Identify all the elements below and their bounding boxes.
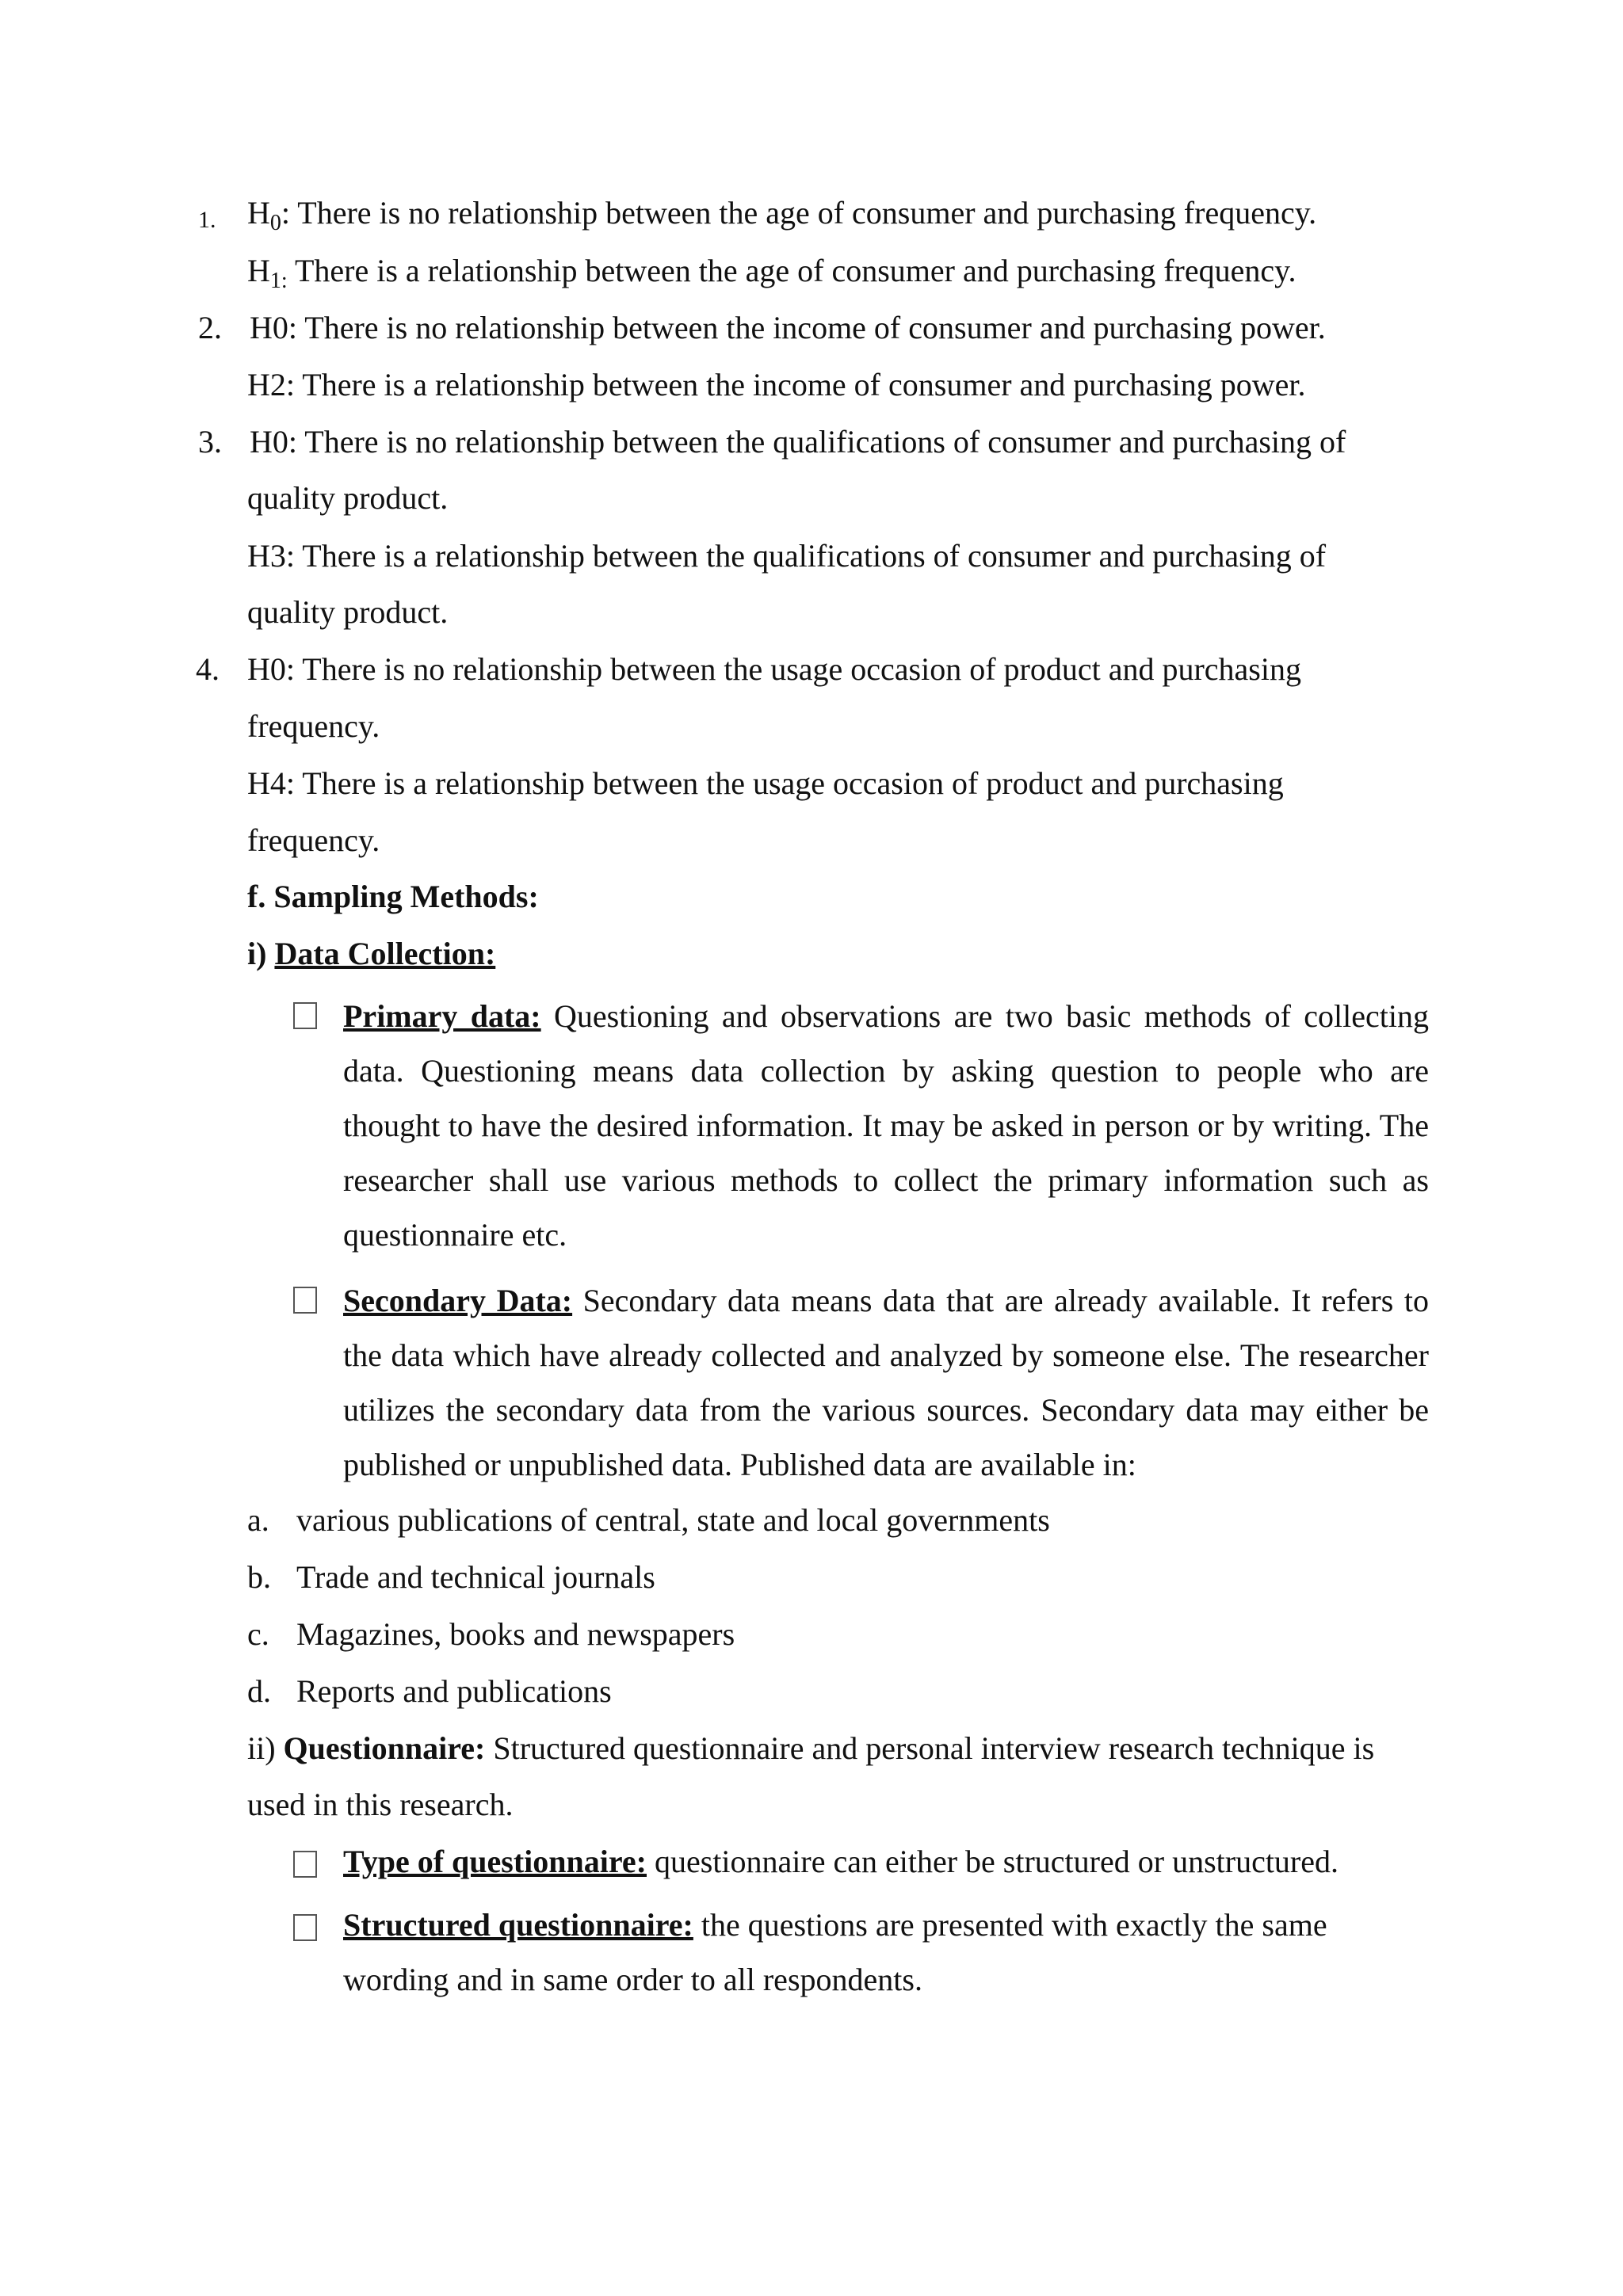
hypothesis-alt-cont: quality product. [247,594,449,630]
list-number: 3. [198,424,222,460]
bullet-icon [293,1287,317,1314]
hypothesis-alt: H2: There is a relationship between the income of consumer and purchasing power. [247,367,1306,402]
hypothesis-null: H0: There is no relationship between the income of consumer and purchasing power. [250,310,1326,345]
list-number: 2. [198,310,222,345]
hypothesis-null-cont: frequency. [247,708,380,744]
list-item: Reports and publications [296,1673,612,1709]
questionnaire-paragraph-cont: used in this research. [247,1787,514,1822]
hypothesis-alt: $H_{1:}$ There is a relationship between the age of consumer and purchasing frequency. [247,253,1296,293]
list-letter: d. [247,1673,271,1709]
questionnaire-paragraph: ii) Questionnaire: Structured questionnaire and personal interview research technique is [247,1730,1375,1766]
structured-questionnaire: Structured questionnaire: the questions are presented with exactly the same [343,1907,1327,1943]
hypothesis-null: $H_0$: There is no relationship between the age of consumer and purchasing frequency. [247,195,1317,235]
bullet-icon [293,1914,317,1941]
hypothesis-alt: H4: There is a relationship between the usage occasion of product and purchasing [247,765,1284,801]
list-letter: a. [247,1502,269,1538]
subsection-heading: i) Data Collection: [247,936,496,971]
list-letter: c. [247,1616,269,1652]
primary-data-paragraph: Primary data: Questioning and observations are two basic methods of collecting data. Questioning means data collection by asking question to people who are thought to have the desired information. It may be asked in person or by writing. The researcher shall use various methods to collect the primary information such as questionnaire etc. [343,998,1430,1253]
hypothesis-null: H0: There is no relationship between the usage occasion of product and purchasing [247,651,1301,687]
hypothesis-alt: H3: There is a relationship between the qualifications of consumer and purchasing of [247,538,1327,574]
list-item: various publications of central, state and local governments [296,1502,1050,1538]
hypothesis-null: H0: There is no relationship between the qualifications of consumer and purchasing of [250,424,1346,460]
section-heading: f. Sampling Methods: [247,879,539,914]
list-item: Magazines, books and newspapers [296,1616,735,1652]
secondary-data-paragraph: Secondary Data: Secondary data means data that are already available. It refers to the data which have already collected and analyzed by someone else. The researcher utilizes the secondary data from the various sources. Secondary data may either be published or unpublished data. Published data are available in: [343,1283,1429,1482]
type-of-questionnaire: Type of questionnaire: questionnaire can either be structured or unstructured. [343,1844,1339,1879]
list-item: Trade and technical journals [296,1559,655,1595]
list-letter: b. [247,1559,271,1595]
hypothesis-null-cont: quality product. [247,480,449,516]
bullet-icon [293,1851,317,1878]
structured-questionnaire-cont: wording and in same order to all respondents. [343,1962,922,1997]
list-number: 4. [196,651,220,687]
bullet-icon [293,1002,317,1029]
hypothesis-alt-cont: frequency. [247,822,380,858]
list-number: 1. [198,207,216,233]
